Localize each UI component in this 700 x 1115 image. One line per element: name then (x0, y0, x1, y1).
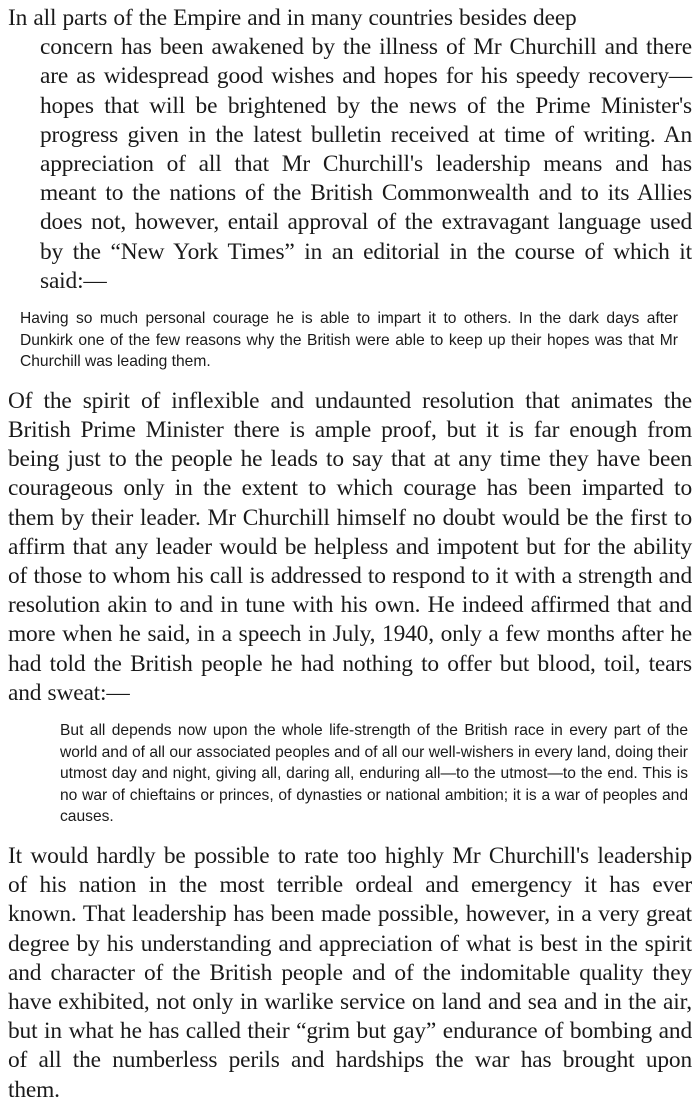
article-paragraph-3: It would hardly be possible to rate too highly Mr Churchill's leadership of his nation in the most terrible ordeal and emergency it has ever known. That leadership has been made possible, however, in a very great degree by his understanding and appreciation of what is best in the spirit and character of the British people and of the indomitable quality they have exhibited, not only in warlike service on land and sea and in the air, but in what he has called their “grim but gay” endurance of bombing and of all the numberless perils and hardships the war has brought upon them. (8, 843, 692, 1103)
article-paragraph-1 (8, 4, 692, 296)
paragraph-1-lead: In all parts of the Empire and in many countries besides deep (8, 5, 577, 31)
paragraph-1-rest: concern has been awakened by the illness of Mr Churchill and there are as widespread good wishes and hopes for his speedy recovery—hopes that will be brightened by the news of the Prime Minister's progress given in the latest bulletin received at time of writing. An appreciation of all that Mr Churchill's leadership means and has meant to the nations of the British Commonwealth and to its Allies does not, however, entail approval of the extravagant language used by the “New York Times” in an editorial in the course of which it said:— (40, 34, 692, 294)
article-paragraph-2: Of the spirit of inflexible and undaunted resolution that animates the British Prime Minister there is ample proof, but it is far enough from being just to the people he leads to say that at any time they have been courageous only in the extent to which courage has been imparted to them by their leader. Mr Churchill himself no doubt would be the first to affirm that any leader would be helpless and impotent but for the ability of those to whom his call is addressed to respond to it with a strength and resolution akin to and in tune with his own. He indeed affirmed that and more when he said, in a speech in July, 1940, only a few months after he had told the British people he had nothing to offer but blood, toil, tears and sweat:— (8, 387, 692, 706)
article-page (8, 4, 692, 1105)
block-quote-new-york-times: Having so much personal courage he is able to impart it to others. In the dark days after Dunkirk one of the few reasons why the British were able to keep up their hopes was that Mr Churchill was leading them. (20, 310, 678, 371)
block-quote-churchill-speech: But all depends now upon the whole life-strength of the British race in every part of the world and of all our associated peoples and of all our well-wishers in every land, doing their utmost day and night, giving all, daring all, enduring all—to the utmost—to the end. This is no war of chieftains or princes, of dynasties or national ambition; it is a war of peoples and causes. (60, 722, 688, 826)
